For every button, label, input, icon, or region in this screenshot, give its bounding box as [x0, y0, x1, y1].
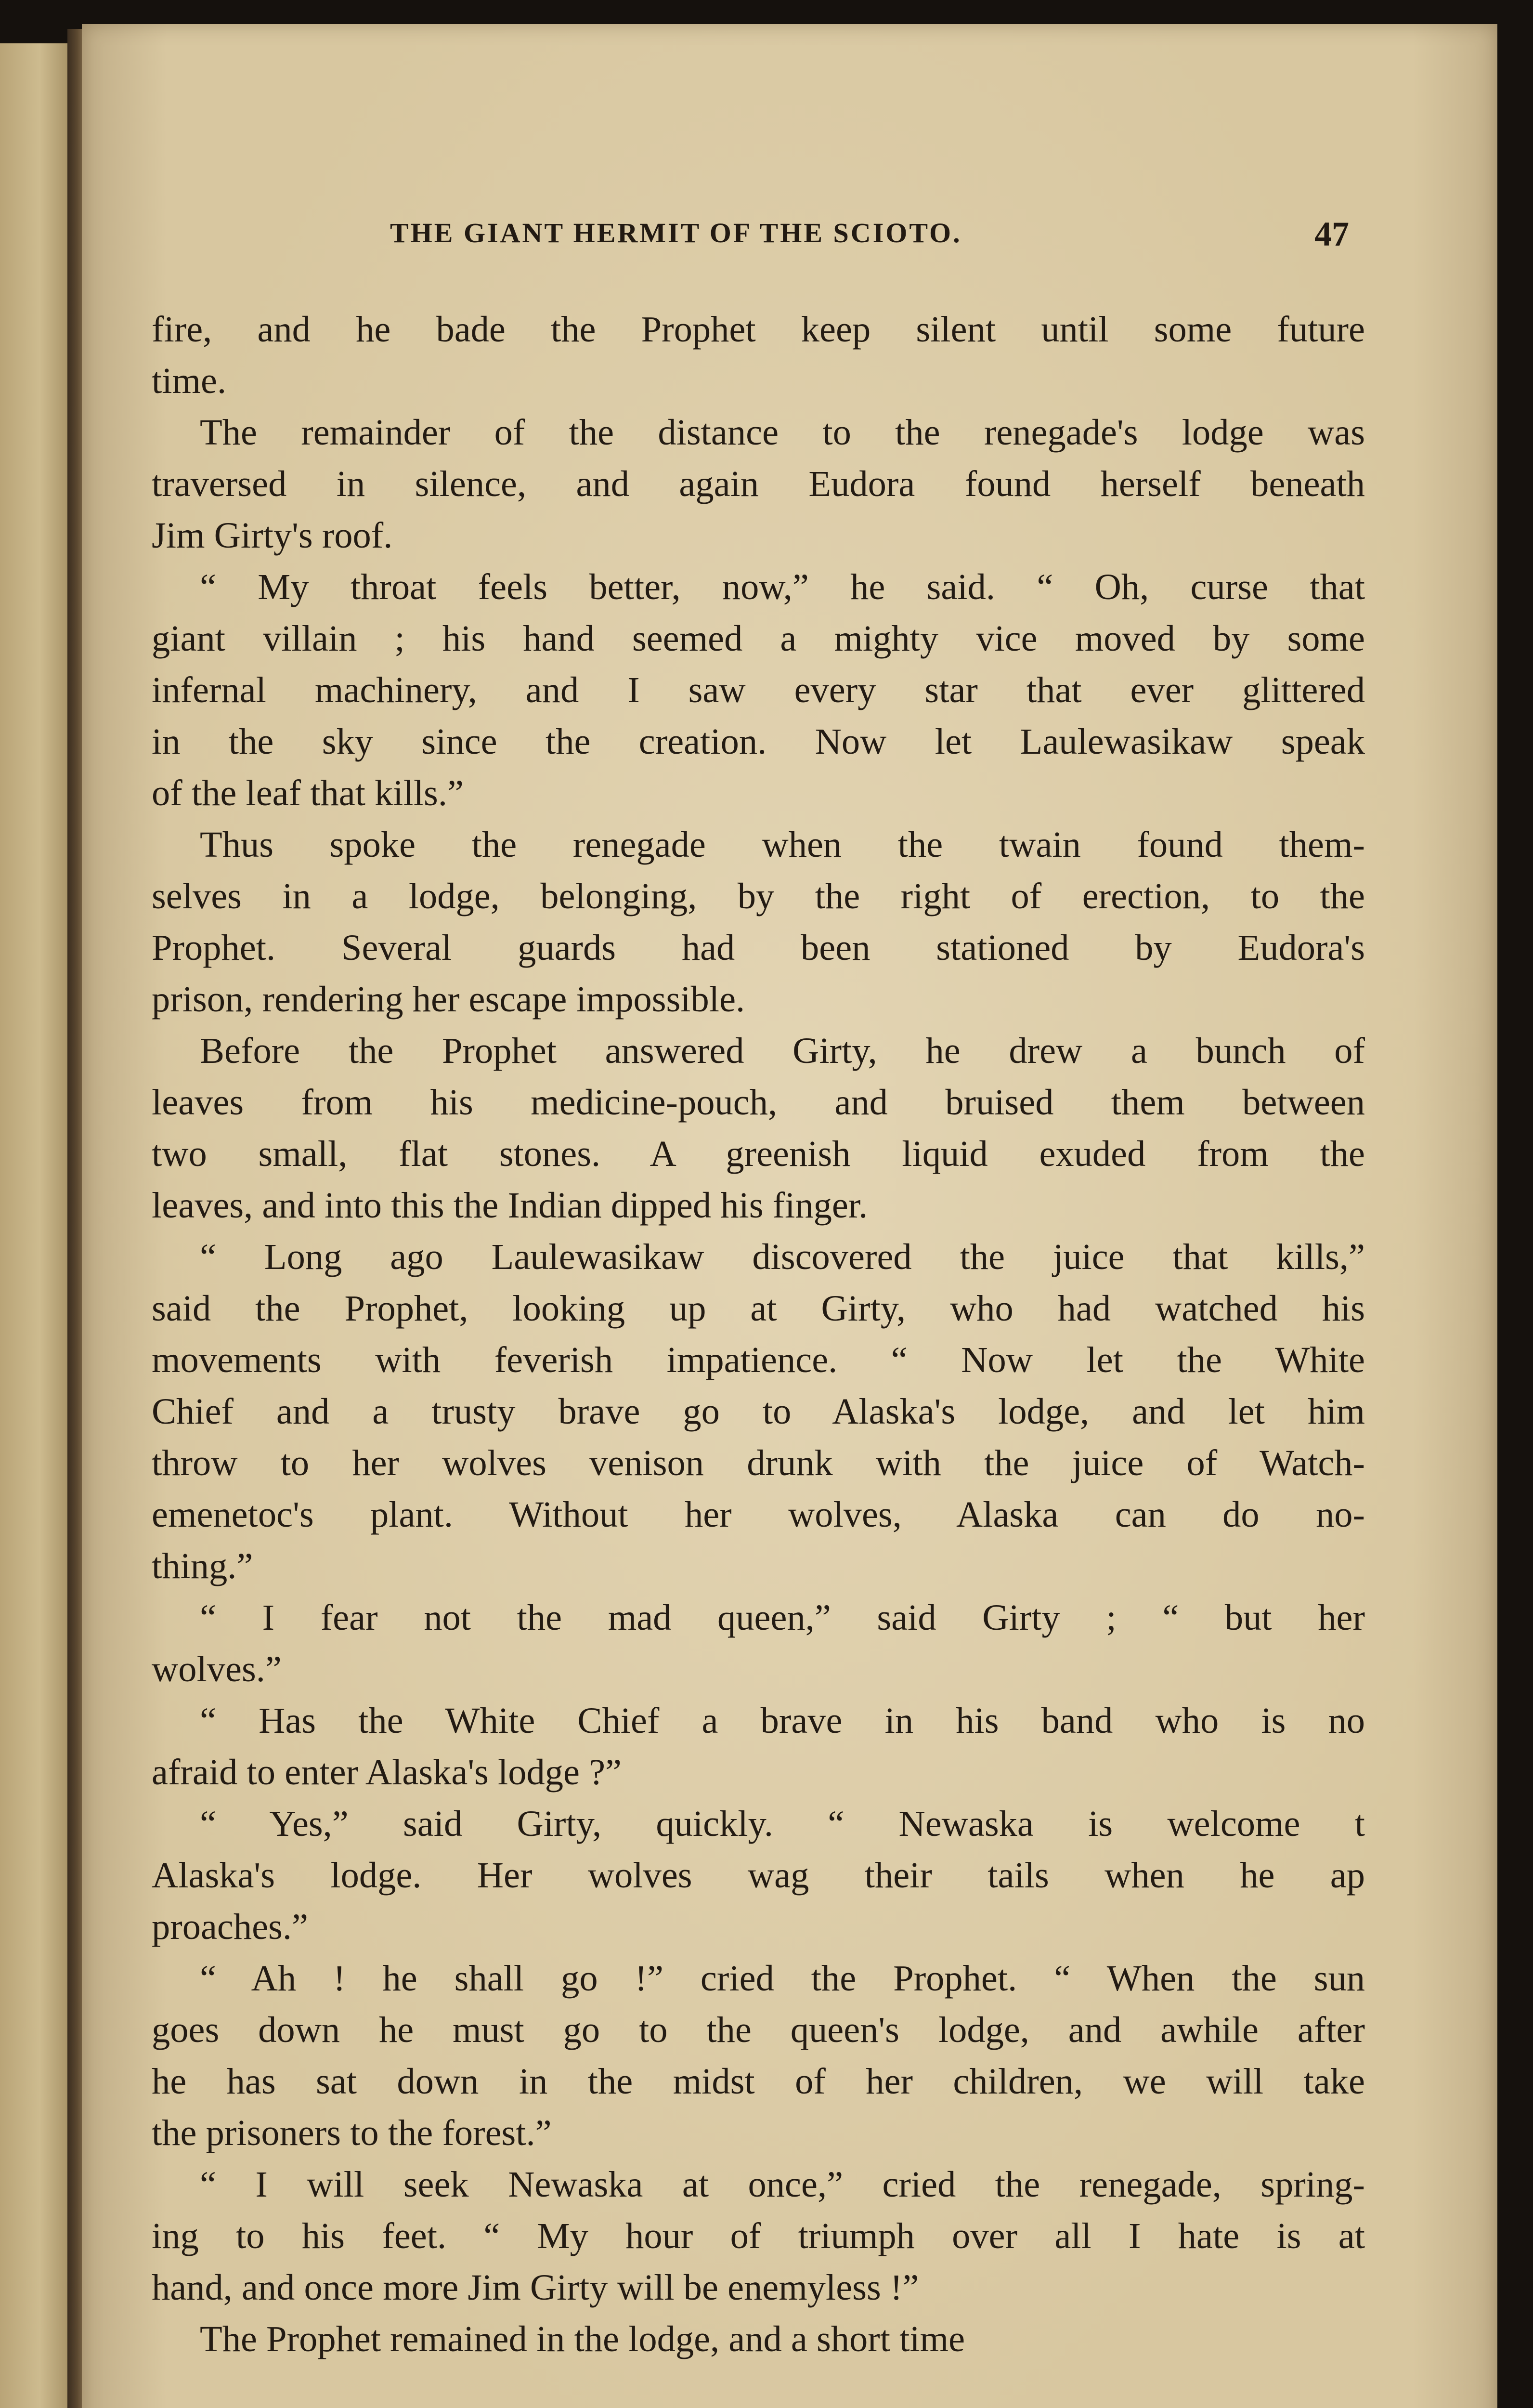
text-line: leaves, and into this the Indian dipped his finger.	[152, 1185, 868, 1226]
text-line: movements with feverish impatience. “ Now let the White	[152, 1339, 1365, 1380]
text-line: The Prophet remained in the lodge, and a short time	[200, 2318, 965, 2359]
text-line: time.	[152, 360, 227, 401]
text-line: Alaska's lodge. Her wolves wag their tails when he ap	[152, 1855, 1365, 1896]
paragraph	[152, 1798, 1365, 1952]
paragraph	[152, 406, 1365, 561]
text-line: The remainder of the distance to the renegade's lodge was	[200, 412, 1365, 453]
text-line: of the leaf that kills.”	[152, 772, 464, 813]
paragraph	[152, 819, 1365, 1025]
book-page	[82, 24, 1497, 2408]
paragraph	[152, 561, 1365, 819]
paragraph	[152, 2313, 1365, 2365]
paragraph	[152, 303, 1365, 406]
text-line: thing.”	[152, 1545, 253, 1586]
text-line: prison, rendering her escape impossible.	[152, 979, 745, 1020]
text-line: throw to her wolves venison drunk with the juice of Watch-	[152, 1442, 1365, 1483]
body-text	[152, 303, 1365, 2365]
text-line: “ Has the White Chief a brave in his band who is no	[200, 1700, 1365, 1741]
text-line: “ I fear not the mad queen,” said Girty ; “ but her	[200, 1597, 1365, 1638]
text-line: Chief and a trusty brave go to Alaska's lodge, and let him	[152, 1391, 1365, 1432]
previous-page-edge	[0, 43, 72, 2408]
text-line: “ My throat feels better, now,” he said. “ Oh, curse that	[200, 566, 1365, 607]
text-line: ing to his feet. “ My hour of triumph over all I hate is at	[152, 2215, 1365, 2256]
text-line: goes down he must go to the queen's lodge, and awhile after	[152, 2009, 1365, 2050]
running-head: THE GIANT HERMIT OF THE SCIOTO.	[390, 217, 962, 249]
paragraph	[152, 2159, 1365, 2313]
text-line: infernal machinery, and I saw every star that ever glittered	[152, 669, 1365, 710]
text-line: Thus spoke the renegade when the twain found them-	[200, 824, 1365, 865]
paragraph	[152, 1025, 1365, 1231]
text-line: leaves from his medicine-pouch, and bruised them between	[152, 1082, 1365, 1123]
text-line: said the Prophet, looking up at Girty, who had watched his	[152, 1288, 1365, 1329]
paragraph	[152, 1231, 1365, 1592]
text-line: two small, flat stones. A greenish liquid exuded from the	[152, 1133, 1365, 1174]
paragraph	[152, 1952, 1365, 2159]
text-line: “ Yes,” said Girty, quickly. “ Newaska is welcome t	[200, 1803, 1365, 1844]
text-line: fire, and he bade the Prophet keep silent until some future	[152, 309, 1365, 350]
text-line: he has sat down in the midst of her children, we will take	[152, 2061, 1365, 2102]
text-line: afraid to enter Alaska's lodge ?”	[152, 1752, 622, 1793]
text-line: Jim Girty's roof.	[152, 515, 393, 556]
text-line: proaches.”	[152, 1906, 308, 1947]
page-number: 47	[1314, 215, 1349, 253]
text-line: Prophet. Several guards had been stationed by Eudora's	[152, 927, 1365, 968]
text-line: Before the Prophet answered Girty, he drew a bunch of	[200, 1030, 1365, 1071]
text-line: in the sky since the creation. Now let Laulewasikaw speak	[152, 721, 1365, 762]
text-line: selves in a lodge, belonging, by the right of erection, to the	[152, 876, 1365, 916]
text-line: wolves.”	[152, 1649, 282, 1689]
text-line: traversed in silence, and again Eudora found herself beneath	[152, 463, 1365, 504]
text-line: “ Long ago Laulewasikaw discovered the juice that kills,”	[200, 1236, 1365, 1277]
text-line: “ I will seek Newaska at once,” cried the renegade, spring-	[200, 2164, 1365, 2205]
text-line: giant villain ; his hand seemed a mighty vice moved by some	[152, 618, 1365, 659]
text-line: the prisoners to the forest.”	[152, 2112, 552, 2153]
text-line: hand, and once more Jim Girty will be enemyless !”	[152, 2267, 919, 2308]
text-line: “ Ah ! he shall go !” cried the Prophet. “ When the sun	[200, 1958, 1365, 1999]
paragraph	[152, 1592, 1365, 1695]
paragraph	[152, 1695, 1365, 1798]
text-line: emenetoc's plant. Without her wolves, Alaska can do no-	[152, 1494, 1365, 1535]
